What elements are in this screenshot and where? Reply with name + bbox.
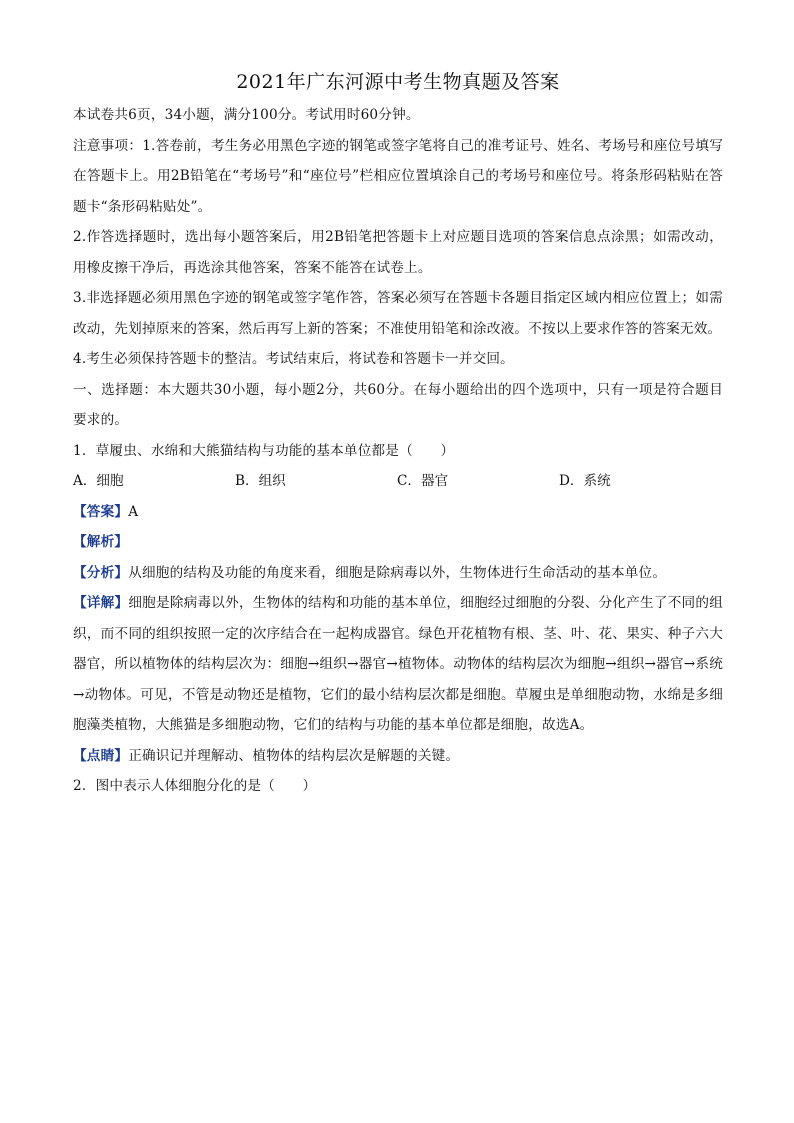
option-a: A．细胞 — [73, 473, 124, 489]
section-1-heading: 一、选择题：本大题共30小题，每小题2分，共60分。在每小题给出的四个选项中，只有一项是符合题目要求的。 — [73, 381, 723, 428]
option-c: C．器官 — [397, 473, 449, 489]
fenxi-text: 从细胞的结构及功能的角度来看，细胞是除病毒以外，生物体进行生命活动的基本单位。 — [128, 564, 667, 581]
exam-intro: 本试卷共6页，34小题，满分100分。考试用时60分钟。 — [73, 107, 420, 123]
dianjing-text: 正确识记并理解动、植物体的结构层次是解题的关键。 — [128, 747, 460, 764]
rule-4-paragraph: 4.考生必须保持答题卡的整洁。考试结束后，将试卷和答题卡一并交回。 — [73, 351, 514, 367]
question-1-options — [73, 466, 723, 497]
dianjing-tag: 【点睛】 — [73, 747, 129, 764]
answer-value: A — [128, 503, 139, 520]
fenxi-paragraph — [73, 558, 723, 589]
question-2-stem: 2．图中表示人体细胞分化的是（ ） — [73, 778, 317, 794]
document-content — [73, 68, 723, 802]
xiangjie-tag: 【详解】 — [73, 595, 129, 611]
notice-paragraph: 注意事项：1.答卷前，考生务必用黑色字迹的钢笔或签字笔将自己的准考证号、姓名、考场号和座位号填写在答题卡上。用2B铅笔在“考场号”和“座位号”栏相应位置填涂自己的考场号和座位号。将条形码粘贴在答题卡“条形码粘贴处”。 — [73, 137, 723, 215]
analysis-line — [73, 527, 723, 558]
answer-tag: 【答案】 — [73, 503, 129, 520]
question-1-stem: 1．草履虫、水绵和大熊猫结构与功能的基本单位都是（ ） — [73, 442, 455, 459]
xiangjie-text: 细胞是除病毒以外，生物体的结构和功能的基本单位，细胞经过细胞的分裂、分化产生了不同的组织，而不同的组织按照一定的次序结合在一起构成器官。绿色开花植物有根、茎、叶、花、果实、种子六大器官，所以植物体的结构层次为：细胞→组织→器官→植物体。动物体的结构层次为细胞→组织→器官→系统→动物体。可见，不管是动物还是植物，它们的最小结构层次都是细胞。草履虫是单细胞动物，水绵是多细胞藻类植物，大熊猫是多细胞动物，它们的结构与功能的基本单位都是细胞，故选A。 — [73, 595, 723, 733]
rule-3-paragraph: 3.非选择题必须用黑色字迹的钢笔或签字笔作答，答案必须写在答题卡各题目指定区域内相应位置上；如需改动，先划掉原来的答案，然后再写上新的答案；不准使用铅笔和涂改液。不按以上要求作答的答案无效。 — [73, 290, 723, 337]
option-b: B．组织 — [235, 473, 286, 489]
option-d: D．系统 — [559, 473, 611, 489]
rule-2-paragraph: 2.作答选择题时，选出每小题答案后，用2B铅笔把答题卡上对应题目选项的答案信息点涂黑；如需改动，用橡皮擦干净后，再选涂其他答案，答案不能答在试卷上。 — [73, 229, 723, 276]
dianjing-paragraph — [73, 741, 723, 772]
page-title: 2021年广东河源中考生物真题及答案 — [236, 71, 560, 93]
analysis-tag: 【解析】 — [73, 534, 129, 550]
answer-line — [73, 497, 723, 528]
fenxi-tag: 【分析】 — [73, 564, 129, 581]
xiangjie-paragraph — [73, 588, 723, 741]
